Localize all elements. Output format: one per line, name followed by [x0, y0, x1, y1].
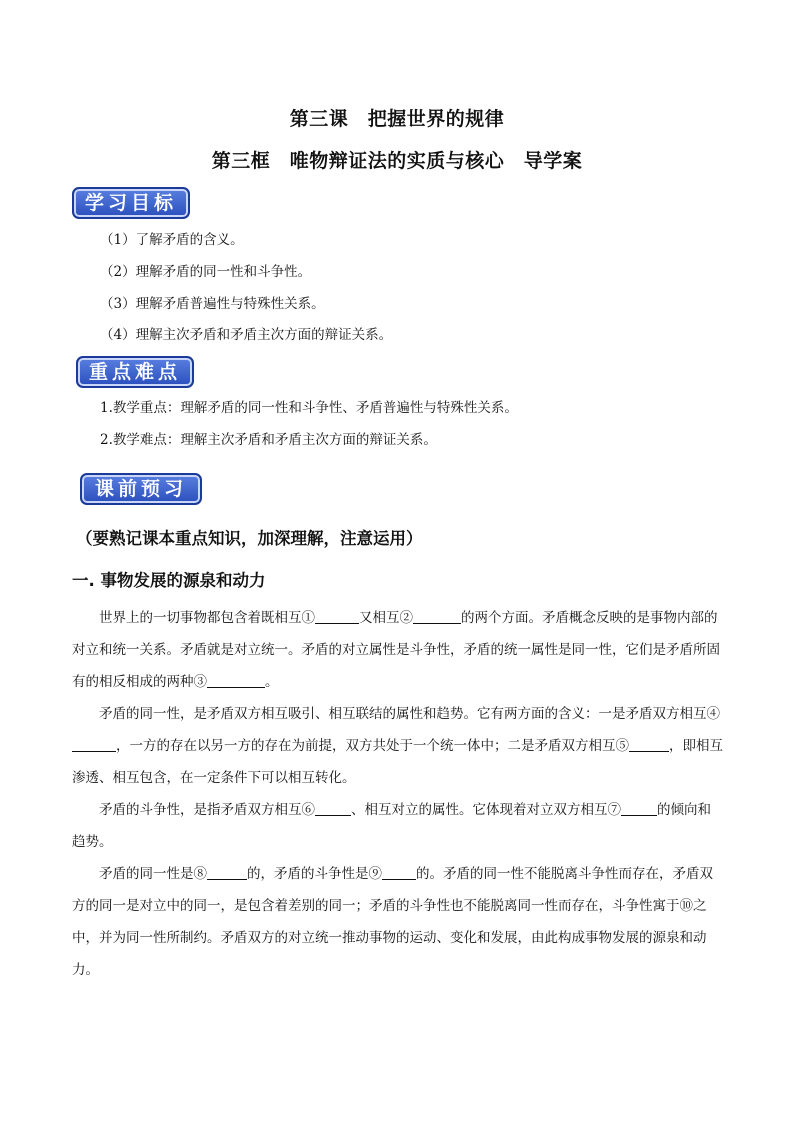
blank-8[interactable] [207, 865, 247, 880]
paragraph-1: 世界上的一切事物都包含着既相互① 又相互② 的两个方面。矛盾概念反映的是事物内部的对立和统一关系。矛盾就是对立统一。矛盾的对立属性是斗争性，矛盾的统一属性是同一性，它们是矛盾所固有的相反相成的两种③ 。 [72, 610, 720, 690]
objective-item-4: （4）理解主次矛盾和矛盾主次方面的辩证关系。 [100, 327, 393, 343]
preview-badge: 课前预习 [80, 473, 202, 505]
blank-3[interactable] [207, 673, 265, 688]
keypoint-item-1: 1.教学重点：理解矛盾的同一性和斗争性、矛盾普遍性与特殊性关系。 [100, 400, 518, 416]
blank-7[interactable] [621, 801, 657, 816]
preview-heading: 一. 事物发展的源泉和动力 [72, 571, 266, 590]
keypoint-item-2: 2.教学难点：理解主次矛盾和矛盾主次方面的辩证关系。 [100, 432, 437, 448]
paragraph-4: 矛盾的同一性是⑧ 的，矛盾的斗争性是⑨ 的。矛盾的同一性不能脱离斗争性而存在，矛盾双方的同一是对立中的同一，是包含着差别的同一；矛盾的斗争性也不能脱离同一性而存在，斗争性寓于⑩之中，并为同一性所制约。矛盾双方的对立统一推动事物的运动、变化和发展，由此构成事物发展的源泉和动力。 [72, 866, 713, 978]
blank-9[interactable] [382, 865, 416, 880]
objective-item-2: （2）理解矛盾的同一性和斗争性。 [100, 264, 312, 280]
blank-5[interactable] [629, 737, 669, 752]
blank-2[interactable] [413, 609, 461, 624]
blank-1[interactable] [315, 609, 359, 624]
section-title: 第三框 唯物辩证法的实质与核心 导学案 [211, 150, 583, 172]
keypoints-badge: 重点难点 [76, 356, 194, 388]
blank-4[interactable] [72, 737, 116, 752]
blank-6[interactable] [315, 801, 351, 816]
lesson-title: 第三课 把握世界的规律 [289, 108, 505, 130]
paragraph-3: 矛盾的斗争性，是指矛盾双方相互⑥ 、相互对立的属性。它体现着对立双方相互⑦ 的倾向和趋势。 [72, 802, 711, 850]
preview-instruction: （要熟记课本重点知识，加深理解，注意运用） [76, 529, 423, 548]
objective-item-1: （1）了解矛盾的含义。 [100, 232, 244, 248]
objective-item-3: （3）理解矛盾普遍性与特殊性关系。 [100, 296, 325, 312]
paragraph-2: 矛盾的同一性，是矛盾双方相互吸引、相互联结的属性和趋势。它有两方面的含义：一是矛盾双方相互④，一方的存在以另一方的存在为前提，双方共处于一个统一体中；二是矛盾双方相互⑤ ，即相互渗透、相互包含，在一定条件下可以相互转化。 [72, 706, 723, 786]
objectives-badge: 学习目标 [72, 187, 190, 219]
